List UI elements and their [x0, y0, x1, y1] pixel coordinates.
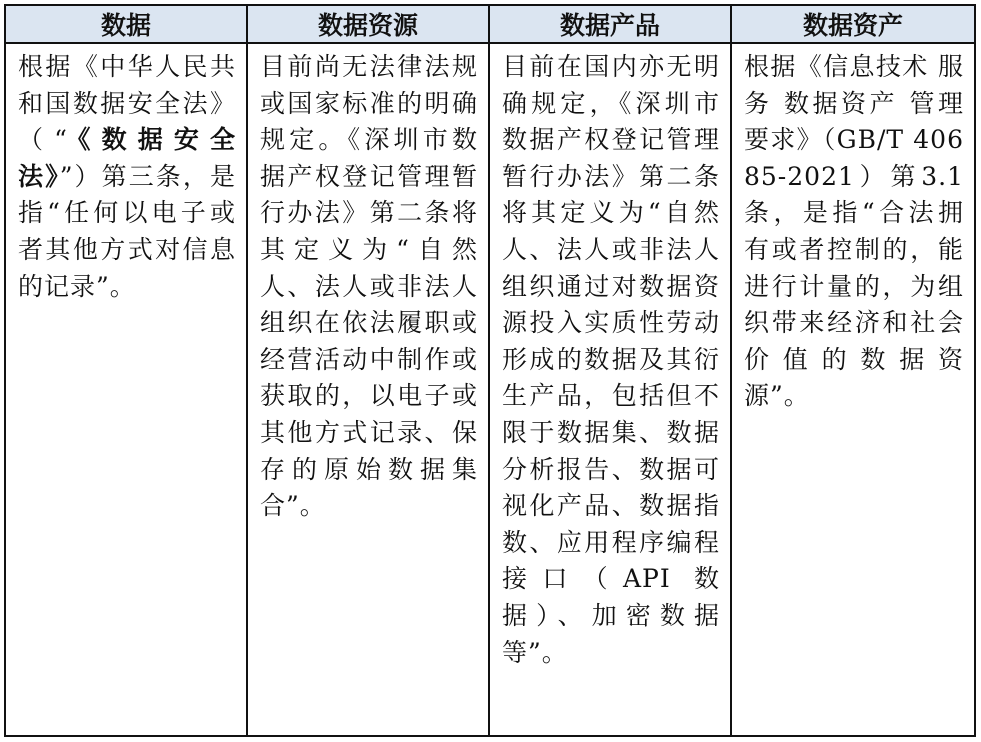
law-short-name: 《数据安全法》	[18, 125, 236, 191]
cell-data-asset-definition	[731, 43, 975, 736]
header-data-product: 数据产品	[489, 5, 731, 43]
definition-text: ”）第三条，是指“任何以电子或者其他方式对信息的记录”。	[18, 161, 236, 301]
definition-text: 根据《中华人民共和国数据安全法》（“	[18, 52, 236, 155]
definitions-table	[4, 4, 976, 737]
header-data-asset: 数据资产	[731, 5, 975, 43]
definition-text: 目前尚无法律法规或国家标准的明确规定。《深圳市数据产权登记管理暂行办法》第二条将其定义为“自然人、法人或非法人组织在依法履职或经营活动中制作或获取的，以电子或其他方式记录、保存的原始数据集合”。	[260, 52, 478, 521]
definition-text: 目前在国内亦无明确规定，《深圳市数据产权登记管理暂行办法》第二条将其定义为“自然人、法人或非法人组织通过对数据资源投入实质性劳动形成的数据及其衍生产品，包括但不限于数据集、数据分析报告、数据可视化产品、数据指数、应用程序编程接口（API 数据）、加密数据等”。	[502, 52, 720, 667]
cell-data-resource-definition	[247, 43, 489, 736]
cell-data-product-definition	[489, 43, 731, 736]
cell-data-definition	[5, 43, 247, 736]
definition-row	[5, 43, 975, 736]
header-data: 数据	[5, 5, 247, 43]
header-data-resource: 数据资源	[247, 5, 489, 43]
header-row	[5, 5, 975, 43]
definition-text: 根据《信息技术 服务 数据资产 管理要求》（GB/T 40685-2021）第3.1条，是指“合法拥有或者控制的，能进行计量的，为组织带来经济和社会价值的数据资源”。	[744, 52, 964, 411]
